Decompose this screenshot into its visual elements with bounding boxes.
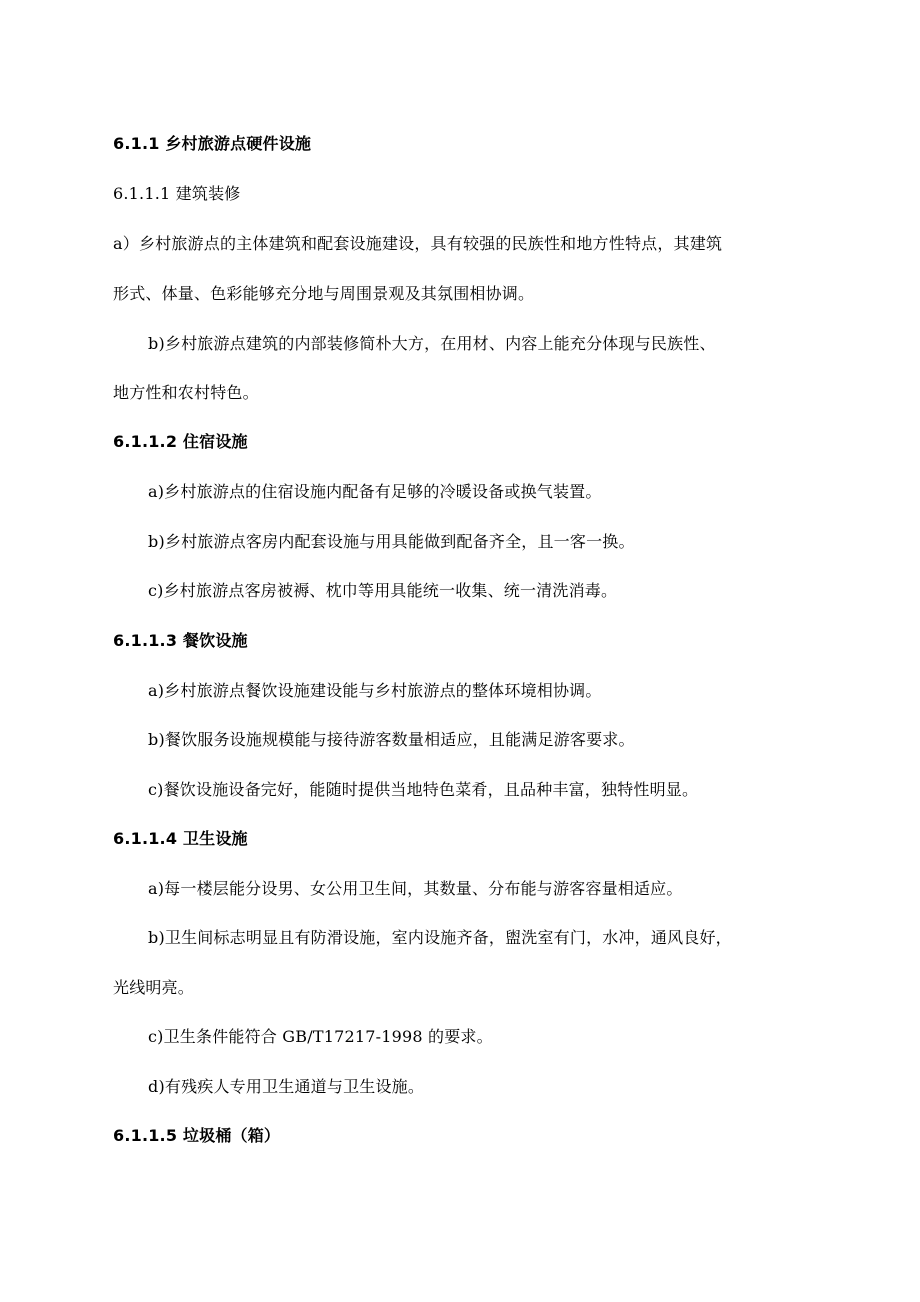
paragraph-dining-c: c)餐饮设施设备完好，能随时提供当地特色菜肴，且品种丰富，独特性明显。 <box>148 780 699 799</box>
paragraph-sanitation-a: a)每一楼层能分设男、女公用卫生间，其数量、分布能与游客容量相适应。 <box>148 879 683 898</box>
paragraph-a-line-1: a）乡村旅游点的主体建筑和配套设施建设，具有较强的民族性和地方性特点，其建筑 <box>113 234 723 253</box>
paragraph-housing-b: b)乡村旅游点客房内配套设施与用具能做到配备齐全，且一客一换。 <box>148 532 635 551</box>
subsection-heading-6-1-1-1: 6.1.1.1 建筑装修 <box>113 184 241 203</box>
paragraph-dining-b: b)餐饮服务设施规模能与接待游客数量相适应，且能满足游客要求。 <box>148 730 635 749</box>
section-heading-6-1-1: 6.1.1 乡村旅游点硬件设施 <box>113 134 312 153</box>
paragraph-dining-a: a)乡村旅游点餐饮设施建设能与乡村旅游点的整体环境相协调。 <box>148 681 602 700</box>
paragraph-sanitation-d: d)有残疾人专用卫生通道与卫生设施。 <box>148 1077 425 1096</box>
paragraph-a-line-2: 形式、体量、色彩能够充分地与周围景观及其氛围相协调。 <box>113 284 535 303</box>
paragraph-sanitation-b-line-1: b)卫生间标志明显且有防滑设施，室内设施齐备，盥洗室有门，水冲，通风良好， <box>148 928 732 947</box>
section-heading-6-1-1-3: 6.1.1.3 餐饮设施 <box>113 631 248 650</box>
section-heading-6-1-1-2: 6.1.1.2 住宿设施 <box>113 432 248 451</box>
paragraph-b-line-1: b)乡村旅游点建筑的内部装修简朴大方，在用材、内容上能充分体现与民族性、 <box>148 334 716 353</box>
paragraph-housing-c: c)乡村旅游点客房被褥、枕巾等用具能统一收集、统一清洗消毒。 <box>148 581 618 600</box>
paragraph-sanitation-b-line-2: 光线明亮。 <box>113 978 195 997</box>
section-heading-6-1-1-4: 6.1.1.4 卫生设施 <box>113 829 248 848</box>
paragraph-b-line-2: 地方性和农村特色。 <box>113 383 259 402</box>
paragraph-housing-a: a)乡村旅游点的住宿设施内配备有足够的冷暖设备或换气装置。 <box>148 482 602 501</box>
section-heading-6-1-1-5: 6.1.1.5 垃圾桶（箱） <box>113 1126 281 1145</box>
paragraph-sanitation-c: c)卫生条件能符合 GB/T17217-1998 的要求。 <box>148 1027 493 1046</box>
